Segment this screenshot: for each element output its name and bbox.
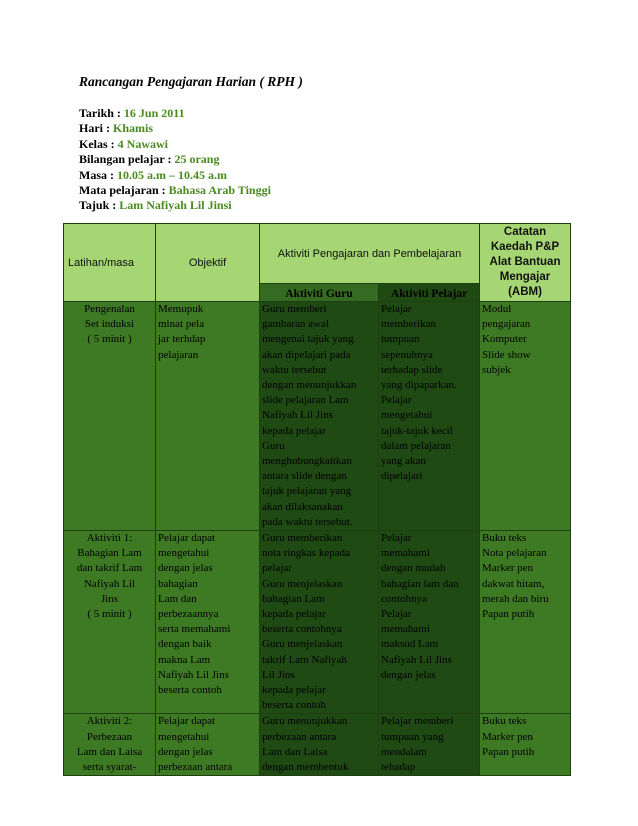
cell-line: tajuk-tajuk kecil [381, 424, 453, 437]
info-matapelajaran [79, 183, 271, 198]
cell-line: Pelajar [381, 394, 412, 407]
info-value: 16 Jun 2011 [123, 106, 185, 120]
info-value: 25 orang [174, 152, 220, 167]
cell-line: Pelajar dapat [158, 532, 216, 545]
info-value: Khamis [113, 121, 154, 136]
info-label: Tarikh : [79, 106, 124, 120]
cell-line: Guru menunjukkan [262, 715, 348, 728]
cell-line: Pelajar memberi [381, 715, 454, 728]
cell-aktiviti-guru [260, 302, 379, 531]
info-label: Tajuk : [79, 198, 120, 213]
info-masa [79, 168, 271, 183]
cell-line: akan dipelajari pada [262, 348, 351, 361]
header-aktiviti: Aktiviti Pengajaran dan Pembelajaran [260, 224, 480, 284]
cell-line: perbezaannya [158, 608, 219, 621]
info-label: Masa : [79, 167, 117, 182]
cell-latihan [64, 714, 156, 776]
cell-line: Nafiyah Lil Jins [381, 653, 452, 666]
table-row [64, 714, 571, 776]
info-kelas [79, 137, 271, 152]
info-label: Hari : [79, 121, 113, 136]
cell-line: tehadap [381, 761, 416, 774]
cell-objektif [156, 531, 260, 714]
cell-line: nota ringkas kepada [262, 547, 350, 560]
header-latihan: Latihan/masa [64, 224, 156, 302]
cell-line: Pelajar [381, 608, 412, 621]
cell-line: Lam dan Laisa [262, 745, 328, 758]
cell-line: mengetahui [381, 409, 433, 422]
cell-objektif [156, 302, 260, 531]
cell-line: makna Lam [158, 653, 211, 666]
header-catatan-line: Kaedah P&P [490, 241, 560, 253]
cell-line: kepada pelajar [262, 608, 326, 621]
cell-latihan [64, 302, 156, 531]
header-catatan-line: Alat Bantuan [489, 256, 561, 268]
cell-line: Pelajar [381, 532, 412, 545]
cell-line: dan takrif Lam [76, 562, 143, 575]
cell-line: perbezaan antara [158, 761, 233, 774]
cell-line: beserta contoh [262, 699, 326, 712]
cell-line: contohnya [381, 592, 427, 605]
cell-line: tumpuan [381, 333, 420, 346]
cell-line: maksud Lam [381, 638, 439, 651]
rph-table [63, 223, 571, 776]
cell-line: dengan jelas [381, 668, 436, 681]
cell-line: dengan jelas [158, 562, 213, 575]
cell-line: mengetahui [158, 547, 210, 560]
cell-aktiviti-guru [260, 531, 379, 714]
cell-line: sepenuhnya [381, 348, 433, 361]
cell-line: dipelajari [381, 470, 423, 483]
cell-line: dengan mudah [381, 562, 446, 575]
cell-line: mengenai tajuk yang [262, 333, 354, 346]
lesson-info [79, 106, 271, 214]
cell-line: Memupuk [158, 303, 204, 315]
info-tajuk [79, 198, 271, 213]
cell-catatan [480, 714, 571, 776]
cell-line: menghubungkaitkan [262, 455, 352, 468]
cell-aktiviti-pelajar [379, 531, 480, 714]
cell-line: dakwat hitam, [482, 577, 545, 590]
cell-line: pelajar [262, 562, 292, 575]
cell-line: Guru [262, 439, 285, 452]
cell-line: dengan baik [158, 638, 212, 651]
cell-line: serta syarat- [82, 761, 137, 774]
cell-line: Papan putih [482, 745, 535, 758]
cell-line: Jins [100, 592, 119, 605]
header-catatan-line: Mengajar [499, 271, 551, 283]
cell-line: takrif Lam Nafiyah [262, 653, 347, 666]
cell-line: Guru memberi [262, 303, 327, 315]
cell-line: Lil Jins [262, 668, 295, 681]
cell-line: dengan membentuk [262, 761, 349, 774]
cell-line: kepada pelajar [262, 424, 326, 437]
cell-line: ( 5 minit ) [87, 608, 132, 621]
cell-line: subjek [482, 363, 511, 376]
cell-line: Guru menjelaskan [262, 577, 343, 590]
cell-objektif [156, 714, 260, 776]
cell-line: Nafiyah Lil Jins [262, 409, 333, 422]
cell-line: Marker pen [482, 562, 534, 575]
cell-line: pada waktu tersebut. [262, 515, 353, 528]
cell-line: perbezaan antara [262, 730, 337, 743]
cell-line: gambaran awal [262, 318, 329, 331]
info-value: Bahasa Arab Tinggi [168, 183, 271, 198]
cell-line: pengajaran [482, 318, 531, 331]
cell-line: Marker pen [482, 730, 534, 743]
cell-line: pelajaran [158, 348, 199, 361]
cell-line: Aktiviti 2: [86, 715, 133, 728]
cell-line: Slide show [482, 348, 531, 361]
info-value: Lam Nafiyah Lil Jinsi [119, 198, 232, 213]
cell-line: bahagian [158, 577, 198, 590]
info-value: 10.05 a.m – 10.45 a.m [117, 167, 227, 182]
cell-line: Buku teks [482, 715, 527, 728]
cell-line: Bahagian Lam [77, 547, 142, 560]
cell-line: memberikan [381, 318, 436, 331]
cell-line: Pengenalan [84, 303, 135, 315]
cell-line: serta memahami [158, 623, 231, 636]
cell-line: Aktiviti 1: [86, 532, 133, 545]
cell-line: yang dipaparkan. [381, 379, 457, 392]
cell-aktiviti-pelajar [379, 302, 480, 531]
cell-line: Guru memberikan [262, 532, 343, 545]
cell-line: bahagian Lam [262, 592, 325, 605]
cell-line: Nafiyah Lil [83, 577, 135, 590]
cell-line: slide pelajaran Lam [262, 394, 349, 407]
info-label: Mata pelajaran : [79, 183, 169, 198]
cell-line: antara slide dengan [262, 470, 347, 483]
cell-line: Guru menjelaskan [262, 638, 343, 651]
info-label: Bilangan pelajar : [79, 152, 175, 167]
info-value: 4 Nawawi [117, 136, 169, 151]
cell-line: bahagian lam dan [381, 577, 459, 590]
cell-line: Set induksi [84, 318, 135, 331]
cell-line: waktu tersebut [262, 363, 327, 376]
header-objektif: Objektif [156, 224, 260, 302]
cell-line: jar terhdap [158, 333, 206, 346]
cell-line: ( 5 minit ) [87, 333, 132, 346]
cell-line: kepada pelajar [262, 684, 326, 697]
cell-aktiviti-pelajar [379, 714, 480, 776]
cell-latihan [64, 531, 156, 714]
cell-line: dengan jelas [158, 745, 213, 758]
info-label: Kelas : [79, 136, 118, 151]
cell-catatan [480, 302, 571, 531]
header-catatan-line: Catatan [503, 226, 547, 238]
cell-line: Pelajar dapat [158, 715, 216, 728]
info-hari [79, 121, 271, 136]
cell-line: Lam dan [158, 592, 197, 605]
cell-line: beserta contoh [158, 684, 222, 697]
cell-line: tumpuan yang [381, 730, 444, 743]
cell-line: minat pela [158, 318, 205, 331]
cell-aktiviti-guru [260, 714, 379, 776]
header-aktiviti-guru: Aktiviti Guru [260, 284, 379, 302]
cell-line: merah dan biru [482, 592, 549, 605]
cell-line: Modul [482, 303, 512, 315]
cell-line: Perbezaan [86, 730, 133, 743]
cell-line: Lam dan Laisa [76, 745, 143, 758]
cell-line: Papan putih [482, 608, 535, 621]
cell-line: dalam pelajaran [381, 439, 451, 452]
cell-line: dengan menunjukkan [262, 379, 357, 392]
cell-line: Nota pelajaran [482, 547, 547, 560]
cell-line: Buku teks [482, 532, 527, 545]
cell-line: memahami [381, 623, 430, 636]
info-tarikh [79, 106, 271, 121]
cell-line: mendalam [381, 745, 427, 758]
table-row [64, 531, 571, 714]
cell-line: terhadap slide [381, 363, 443, 376]
cell-line: yang akan [381, 455, 426, 468]
cell-line: Nafiyah Lil Jins [158, 668, 229, 681]
table-row [64, 302, 571, 531]
cell-line: Pelajar [381, 303, 412, 315]
cell-line: tajuk pelajaran yang [262, 485, 352, 498]
info-bilangan [79, 152, 271, 167]
document-title: Rancangan Pengajaran Harian ( RPH ) [79, 74, 303, 89]
header-catatan [480, 224, 571, 302]
cell-line: akan dilaksanakan [262, 500, 343, 513]
cell-line: Komputer [482, 333, 527, 346]
header-catatan-line: (ABM) [508, 286, 542, 298]
cell-line: memahami [381, 547, 430, 560]
cell-catatan [480, 531, 571, 714]
header-aktiviti-pelajar: Aktiviti Pelajar [379, 284, 480, 302]
cell-line: mengetahui [158, 730, 210, 743]
cell-line: beserta contohnya [262, 623, 342, 636]
